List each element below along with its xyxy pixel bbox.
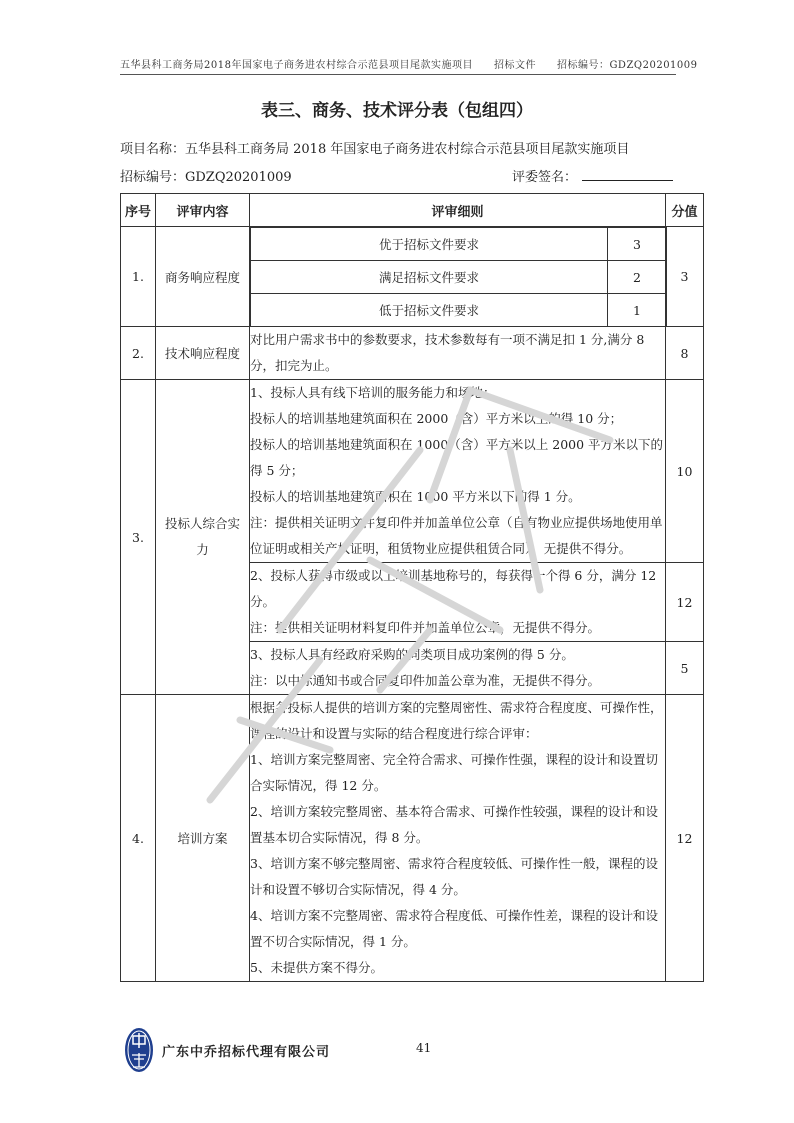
page-header: 五华县科工商务局2018年国家电子商务进农村综合示范县项目尾款实施项目 招标文件 招标编号：GDZQ20201009 <box>120 60 698 71</box>
row-content: 投标人综合实力 <box>156 380 250 695</box>
header-content: 评审内容 <box>156 194 250 227</box>
header-divider <box>120 74 676 75</box>
row-detail: 对比用户需求书中的参数要求，技术参数每有一项不满足扣 1 分,满分 8 分，扣完为止。 <box>250 327 666 380</box>
table-row <box>121 380 704 563</box>
detail-line: 1、投标人具有线下培训的服务能力和场地： <box>250 385 496 400</box>
sub-criteria <box>250 227 667 326</box>
row-no: 4. <box>121 695 156 982</box>
sub-row <box>251 294 667 327</box>
header-no: 序号 <box>121 194 156 227</box>
detail-line: 1、培训方案完整周密、完全符合需求、可操作性强，课程的设计和设置切合实际情况，得 12 分。 <box>250 752 658 793</box>
detail-line: 3、培训方案不够完整周密、需求符合程度较低、可操作性一般，课程的设计和设置不够切合实际情况，得 4 分。 <box>250 856 658 897</box>
row-score: 3 <box>666 227 704 327</box>
detail-line: 注：以中标通知书或合同复印件加盖公章为准，无提供不得分。 <box>250 673 601 688</box>
row-detail <box>250 227 666 327</box>
detail-line: 3、投标人具有经政府采购的同类项目成功案例的得 5 分。 <box>250 647 574 662</box>
sub-criterion: 满足招标文件要求 <box>251 261 608 294</box>
row-detail-part <box>250 642 666 695</box>
detail-line: 4、培训方案不完整周密、需求符合程度低、可操作性差，课程的设计和设置不切合实际情况，得 1 分。 <box>250 908 658 949</box>
row-score: 8 <box>666 327 704 380</box>
sub-score: 3 <box>608 228 667 261</box>
detail-line: 投标人的培训基地建筑面积在 1000 平方米以下的得 1 分。 <box>250 489 581 504</box>
detail-line: 2、培训方案较完整周密、基本符合需求、可操作性较强，课程的设计和设置基本切合实际情况，得 8 分。 <box>250 804 658 845</box>
row-content: 培训方案 <box>156 695 250 982</box>
zhongqiao-seal-icon <box>124 1027 154 1073</box>
row-detail-part <box>250 380 666 563</box>
row-detail-part <box>250 563 666 642</box>
sub-score: 1 <box>608 294 667 327</box>
header-score: 分值 <box>666 194 704 227</box>
sub-row <box>251 261 667 294</box>
detail-line: 5、未提供方案不得分。 <box>250 960 383 975</box>
judge-signature-field[interactable] <box>582 180 673 181</box>
detail-line: 注：提供相关证明材料复印件并加盖单位公章，无提供不得分。 <box>250 620 601 635</box>
sub-score: 2 <box>608 261 667 294</box>
judge-signature-label: 评委签名： <box>512 170 578 185</box>
detail-line: 投标人的培训基地建筑面积在 1000（含）平方米以上 2000 平方米以下的得 5 分； <box>250 437 664 478</box>
detail-line: 2、投标人获得市级或以上培训基地称号的，每获得一个得 6 分，满分 12 分。 <box>250 568 657 609</box>
table-header-row <box>121 194 704 227</box>
row-detail <box>250 695 666 982</box>
sub-criterion: 优于招标文件要求 <box>251 228 608 261</box>
header-detail: 评审细则 <box>250 194 666 227</box>
row-no: 3. <box>121 380 156 695</box>
row-score: 5 <box>666 642 704 695</box>
page-title: 表三、商务、技术评分表（包组四） <box>261 101 533 121</box>
project-name: 项目名称：五华县科工商务局 2018 年国家电子商务进农村综合示范县项目尾款实施项目 <box>120 142 630 157</box>
row-no: 2. <box>121 327 156 380</box>
table-row <box>121 327 704 380</box>
detail-line: 根据各投标人提供的培训方案的完整周密性、需求符合程度度、可操作性，课程的设计和设置与实际的结合程度进行综合评审： <box>250 700 663 741</box>
row-no: 1. <box>121 227 156 327</box>
row-content: 商务响应程度 <box>156 227 250 327</box>
sub-row <box>251 228 667 261</box>
detail-line: 投标人的培训基地建筑面积在 2000（含）平方米以上的得 10 分； <box>250 411 623 426</box>
row-score: 12 <box>666 563 704 642</box>
table-row <box>121 227 704 327</box>
scoring-table <box>120 193 704 982</box>
row-score: 10 <box>666 380 704 563</box>
row-score: 12 <box>666 695 704 982</box>
table-row <box>121 695 704 982</box>
detail-line: 注：提供相关证明文件复印件并加盖单位公章（自有物业应提供场地使用单位证明或相关产权证明，租赁物业应提供租赁合同），无提供不得分。 <box>250 515 663 556</box>
bid-number: 招标编号：GDZQ20201009 <box>120 170 292 185</box>
footer-company: 广东中乔招标代理有限公司 <box>162 1045 331 1060</box>
row-content: 技术响应程度 <box>156 327 250 380</box>
page-number: 41 <box>416 1041 432 1055</box>
sub-criterion: 低于招标文件要求 <box>251 294 608 327</box>
